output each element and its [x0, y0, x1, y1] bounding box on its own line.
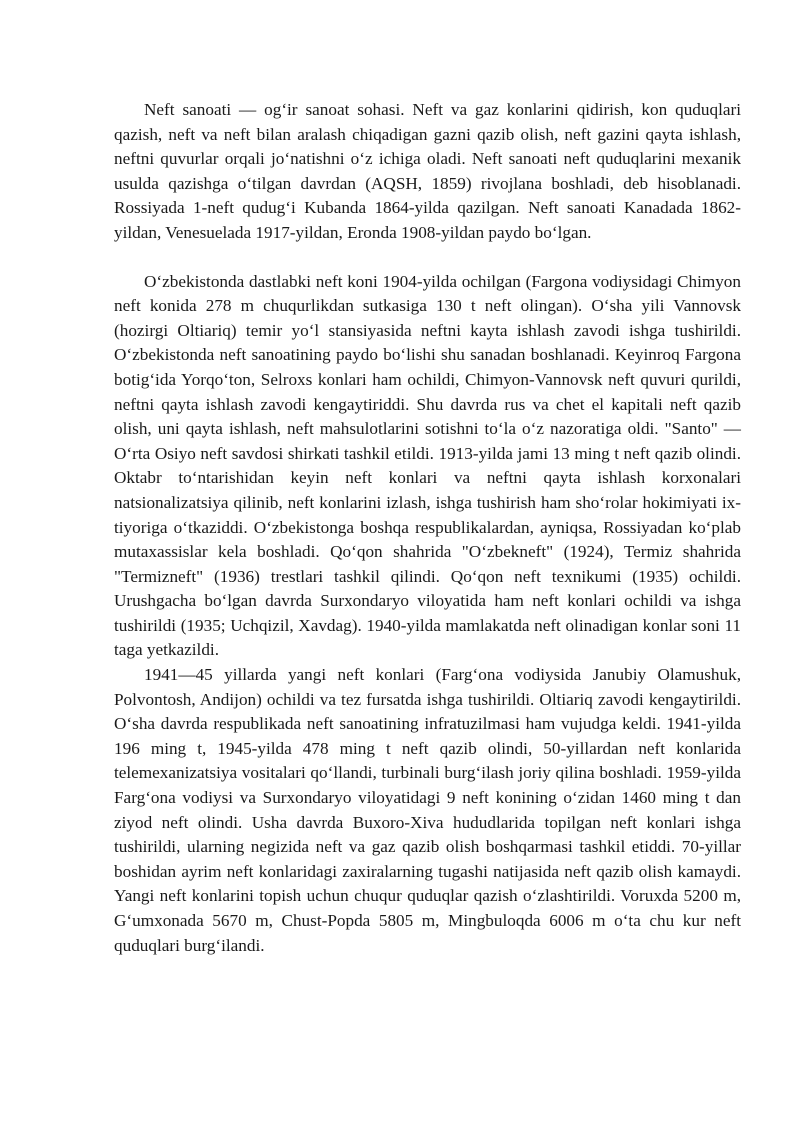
paragraph-wartime-development: 1941—45 yillarda yangi neft konlari (Farg‘ona vodiysida Janubiy Olamushuk, Polvontosh, Andijon) ochildi va tez fursatda ishga tushirildi. Oltiariq zavodi kengaytirildi. O‘sha davrda respublikada neft sanoatining infratuzilmasi ham vujudga keldi. 1941-yilda 196 ming t, 1945-yilda 478 ming t neft qazib olindi, 50-yillardan neft konlarida telemexanizatsiya vositalari qo‘llandi, turbinali burg‘ilash joriy qilina boshladi. 1959-yilda Farg‘ona vodiysi va Surxondaryo viloyatidagi 9 neft konining o‘zidan 1460 ming t dan ziyod neft olindi. Usha davrda Buxoro-Xiva hududlarida topilgan neft konlari ishga tushirildi, ularning negizida neft va gaz qazib olish boshqarmasi tashkil etiddi. 70-yillar boshidan ayrim neft konlaridagi zaxiralarning tugashi natijasida neft qazib olish kamaydi. Yangi neft konlarini topish uchun chuqur quduqlar qazish o‘zlashtirildi. Voruxda 5200 m, G‘umxonada 5670 m, Chust-Popda 5805 m, Mingbuloqda 6006 m o‘ta chu kur neft quduqlari burg‘ilandi.	[114, 665, 741, 955]
paragraph-oil-industry-definition: Neft sanoati — og‘ir sanoat sohasi. Neft va gaz konlarini qidirish, kon quduqlari qazish, neft va neft bilan aralash chiqadigan gazni qazib olish, neft gazini qayta ishlash, neftni quvurlar orqali jo‘natishni o‘z ichiga oladi. Neft sanoati neft quduqlarini mexanik usulda qazishga o‘tilgan davrdan (AQSH, 1859) rivojlana boshladi, deb hisoblanadi. Rossiyada 1-neft qudug‘i Kubanda 1864-yilda qazilgan. Neft sanoati Kanadada 1862-yildan, Venesuelada 1917-yildan, Eronda 1908-yildan paydo bo‘lgan.	[114, 100, 741, 242]
paragraph-uzbekistan-oil-history: O‘zbekistonda dastlabki neft koni 1904-yilda ochilgan (Fargona vodiysidagi Chimyon neft konida 278 m chuqurlikdan sutkasiga 130 t neft olingan). O‘sha yili Vannovsk (hozirgi Oltiariq) temir yo‘l stansiyasida neftni kayta ishlash zavodi ishga tushirildi. O‘zbekistonda neft sanoatining paydo bo‘lishi shu sanadan boshlanadi. Keyinroq Fargona botig‘ida Yorqo‘ton, Selroxs konlari ham ochildi, Chimyon-Vannovsk neft quvuri qurildi, neftni qayta ishlash zavodi kengaytiriddi. Shu davrda rus va chet el kapitali neft qazib olish, uni qayta ishlash, neft mahsulotlarini sotishni to‘la o‘z nazoratiga oldi. "Santo" — O‘rta Osiyo neft savdosi shirkati tashkil etildi. 1913-yilda jami 13 ming t neft qazib olindi. Oktabr to‘ntarishidan keyin neft konlari va neftni qayta ishlash korxonalari natsionalizatsiya qilinib, neft konlarini izlash, ishga tushirish ham sho‘rolar hokimiyati ix-tiyoriga o‘tkaziddi. O‘zbekistonga boshqa respublikalardan, ayniqsa, Rossiyadan ko‘plab mutaxassislar kela boshladi. Qo‘qon shahrida "O‘zbekneft" (1924), Termiz shahrida "Termizneft" (1936) trestlari tashkil qilindi. Qo‘qon neft texnikumi (1935) ochildi. Urushgacha bo‘lgan davrda Surxondaryo viloyatida ham neft konlari ochildi va ishga tushirildi (1935; Uchqizil, Xavdag). 1940-yilda mamlakatda neft olinadigan konlar soni 11 taga yetkazildi.	[114, 271, 741, 660]
paragraph-spacer	[114, 246, 741, 270]
document-body	[114, 98, 741, 958]
